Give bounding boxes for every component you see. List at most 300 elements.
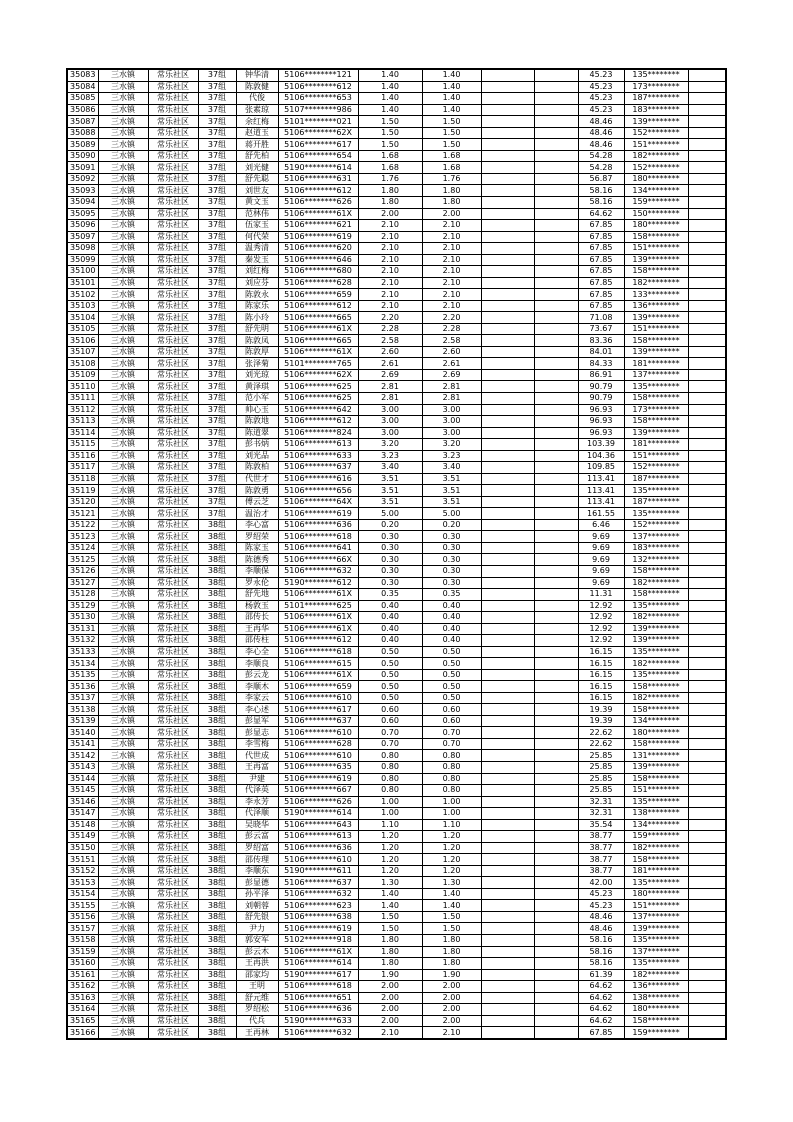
cell-amount-paid: 1.30 <box>422 877 481 889</box>
cell-town: 三水镇 <box>98 865 148 877</box>
cell-town: 三水镇 <box>98 139 148 151</box>
cell-group: 38组 <box>198 715 236 727</box>
cell-town: 三水镇 <box>98 508 148 520</box>
cell-community: 常乐社区 <box>148 254 198 266</box>
cell-amount-due: 0.40 <box>358 612 422 624</box>
cell-blank-c <box>688 715 726 727</box>
cell-blank-c <box>688 93 726 105</box>
cell-amount-paid: 2.10 <box>422 231 481 243</box>
cell-community: 常乐社区 <box>148 704 198 716</box>
cell-seq-no: 35135 <box>67 669 98 681</box>
cell-blank-c <box>688 220 726 232</box>
cell-id-number: 5106********612 <box>278 185 358 197</box>
cell-amount-total: 25.85 <box>578 773 624 785</box>
table-row <box>67 439 726 451</box>
table-row <box>67 692 726 704</box>
cell-blank-b <box>534 404 578 416</box>
cell-amount-paid: 2.00 <box>422 981 481 993</box>
cell-community: 常乐社区 <box>148 150 198 162</box>
cell-blank-b <box>534 612 578 624</box>
cell-group: 38组 <box>198 704 236 716</box>
cell-amount-total: 83.36 <box>578 335 624 347</box>
cell-seq-no: 35105 <box>67 323 98 335</box>
cell-blank-a <box>481 381 534 393</box>
cell-seq-no: 35103 <box>67 300 98 312</box>
cell-amount-paid: 0.40 <box>422 635 481 647</box>
cell-blank-b <box>534 473 578 485</box>
cell-seq-no: 35156 <box>67 911 98 923</box>
cell-town: 三水镇 <box>98 946 148 958</box>
cell-amount-total: 9.69 <box>578 577 624 589</box>
cell-amount-paid: 0.80 <box>422 785 481 797</box>
cell-amount-paid: 0.20 <box>422 519 481 531</box>
cell-blank-a <box>481 462 534 474</box>
cell-id-number: 5106********617 <box>278 704 358 716</box>
cell-blank-a <box>481 208 534 220</box>
cell-town: 三水镇 <box>98 116 148 128</box>
cell-blank-a <box>481 473 534 485</box>
cell-group: 37组 <box>198 127 236 139</box>
cell-blank-b <box>534 162 578 174</box>
cell-blank-c <box>688 266 726 278</box>
cell-town: 三水镇 <box>98 681 148 693</box>
cell-town: 三水镇 <box>98 577 148 589</box>
cell-blank-c <box>688 439 726 451</box>
cell-name: 范小军 <box>236 393 278 405</box>
cell-seq-no: 35100 <box>67 266 98 278</box>
cell-blank-c <box>688 796 726 808</box>
cell-name: 蒋开胜 <box>236 139 278 151</box>
cell-amount-due: 2.10 <box>358 220 422 232</box>
cell-blank-a <box>481 715 534 727</box>
table-row <box>67 462 726 474</box>
cell-name: 刘光品 <box>236 450 278 462</box>
cell-phone: 151******** <box>624 785 688 797</box>
cell-id-number: 5106********637 <box>278 715 358 727</box>
cell-amount-due: 1.80 <box>358 934 422 946</box>
cell-amount-total: 73.67 <box>578 323 624 335</box>
cell-community: 常乐社区 <box>148 450 198 462</box>
cell-blank-b <box>534 600 578 612</box>
cell-id-number: 5106********614 <box>278 958 358 970</box>
cell-phone: 158******** <box>624 681 688 693</box>
cell-phone: 151******** <box>624 450 688 462</box>
cell-id-number: 5106********613 <box>278 439 358 451</box>
cell-amount-paid: 1.40 <box>422 900 481 912</box>
table-row <box>67 658 726 670</box>
cell-amount-total: 12.92 <box>578 623 624 635</box>
cell-amount-due: 0.50 <box>358 646 422 658</box>
cell-name: 陈敦永 <box>236 289 278 301</box>
cell-id-number: 5106********623 <box>278 900 358 912</box>
table-row <box>67 750 726 762</box>
cell-amount-paid: 1.40 <box>422 93 481 105</box>
cell-town: 三水镇 <box>98 369 148 381</box>
cell-town: 三水镇 <box>98 358 148 370</box>
cell-phone: 139******** <box>624 623 688 635</box>
cell-seq-no: 35120 <box>67 496 98 508</box>
cell-amount-paid: 1.50 <box>422 116 481 128</box>
cell-amount-due: 1.20 <box>358 854 422 866</box>
cell-id-number: 5106********637 <box>278 877 358 889</box>
cell-amount-due: 0.30 <box>358 531 422 543</box>
cell-seq-no: 35118 <box>67 473 98 485</box>
cell-amount-paid: 2.10 <box>422 289 481 301</box>
cell-name: 刘世友 <box>236 185 278 197</box>
cell-group: 38组 <box>198 1015 236 1027</box>
cell-blank-a <box>481 69 534 81</box>
cell-blank-c <box>688 208 726 220</box>
cell-id-number: 5190********614 <box>278 162 358 174</box>
cell-amount-due: 0.80 <box>358 773 422 785</box>
cell-amount-paid: 3.51 <box>422 485 481 497</box>
cell-amount-due: 0.70 <box>358 738 422 750</box>
table-row <box>67 173 726 185</box>
cell-name: 郭安军 <box>236 934 278 946</box>
cell-blank-b <box>534 531 578 543</box>
cell-seq-no: 35086 <box>67 104 98 116</box>
cell-blank-c <box>688 635 726 647</box>
cell-blank-b <box>534 231 578 243</box>
cell-amount-due: 3.00 <box>358 416 422 428</box>
cell-blank-b <box>534 715 578 727</box>
cell-amount-paid: 1.20 <box>422 854 481 866</box>
cell-seq-no: 35089 <box>67 139 98 151</box>
cell-community: 常乐社区 <box>148 1004 198 1016</box>
cell-seq-no: 35147 <box>67 808 98 820</box>
cell-blank-b <box>534 646 578 658</box>
cell-blank-c <box>688 485 726 497</box>
cell-blank-b <box>534 254 578 266</box>
cell-id-number: 5106********628 <box>278 277 358 289</box>
cell-community: 常乐社区 <box>148 93 198 105</box>
cell-id-number: 5106********615 <box>278 658 358 670</box>
cell-amount-due: 2.10 <box>358 243 422 255</box>
cell-blank-a <box>481 150 534 162</box>
cell-group: 37组 <box>198 69 236 81</box>
table-row <box>67 727 726 739</box>
cell-name: 李心全 <box>236 646 278 658</box>
table-row <box>67 900 726 912</box>
table-row <box>67 635 726 647</box>
cell-town: 三水镇 <box>98 658 148 670</box>
cell-blank-a <box>481 877 534 889</box>
cell-group: 38组 <box>198 981 236 993</box>
cell-blank-c <box>688 116 726 128</box>
cell-seq-no: 35114 <box>67 427 98 439</box>
cell-amount-paid: 1.68 <box>422 162 481 174</box>
cell-group: 37组 <box>198 289 236 301</box>
cell-town: 三水镇 <box>98 127 148 139</box>
cell-seq-no: 35091 <box>67 162 98 174</box>
cell-blank-c <box>688 888 726 900</box>
cell-group: 38组 <box>198 542 236 554</box>
cell-amount-paid: 1.50 <box>422 923 481 935</box>
cell-id-number: 5106********632 <box>278 888 358 900</box>
cell-community: 常乐社区 <box>148 600 198 612</box>
table-row <box>67 266 726 278</box>
cell-town: 三水镇 <box>98 81 148 93</box>
cell-group: 38组 <box>198 589 236 601</box>
cell-seq-no: 35085 <box>67 93 98 105</box>
cell-seq-no: 35131 <box>67 623 98 635</box>
cell-name: 代兵 <box>236 1015 278 1027</box>
cell-group: 37组 <box>198 450 236 462</box>
cell-amount-total: 45.23 <box>578 81 624 93</box>
cell-amount-due: 1.40 <box>358 81 422 93</box>
cell-name: 李顺保 <box>236 565 278 577</box>
cell-id-number: 5106********824 <box>278 427 358 439</box>
cell-town: 三水镇 <box>98 416 148 428</box>
cell-phone: 135******** <box>624 381 688 393</box>
cell-seq-no: 35122 <box>67 519 98 531</box>
cell-amount-total: 9.69 <box>578 542 624 554</box>
cell-id-number: 5106********643 <box>278 819 358 831</box>
cell-name: 舒先明 <box>236 323 278 335</box>
table-row <box>67 831 726 843</box>
cell-seq-no: 35143 <box>67 762 98 774</box>
cell-name: 代世成 <box>236 750 278 762</box>
cell-town: 三水镇 <box>98 877 148 889</box>
cell-blank-a <box>481 289 534 301</box>
cell-amount-paid: 2.10 <box>422 277 481 289</box>
cell-blank-c <box>688 231 726 243</box>
cell-name: 陈小玲 <box>236 312 278 324</box>
cell-amount-paid: 2.20 <box>422 312 481 324</box>
cell-community: 常乐社区 <box>148 542 198 554</box>
cell-blank-b <box>534 208 578 220</box>
cell-blank-b <box>534 427 578 439</box>
cell-amount-due: 1.68 <box>358 150 422 162</box>
cell-community: 常乐社区 <box>148 485 198 497</box>
cell-blank-a <box>481 658 534 670</box>
cell-blank-a <box>481 612 534 624</box>
cell-group: 37组 <box>198 93 236 105</box>
cell-phone: 151******** <box>624 243 688 255</box>
cell-blank-b <box>534 335 578 347</box>
cell-town: 三水镇 <box>98 854 148 866</box>
cell-town: 三水镇 <box>98 785 148 797</box>
table-row <box>67 589 726 601</box>
cell-blank-c <box>688 127 726 139</box>
cell-name: 罗绍松 <box>236 1004 278 1016</box>
cell-amount-total: 48.46 <box>578 139 624 151</box>
cell-town: 三水镇 <box>98 1027 148 1039</box>
cell-group: 37组 <box>198 508 236 520</box>
cell-id-number: 5190********611 <box>278 865 358 877</box>
cell-amount-total: 61.39 <box>578 969 624 981</box>
cell-amount-due: 2.81 <box>358 381 422 393</box>
cell-amount-due: 2.10 <box>358 289 422 301</box>
cell-name: 吴晓华 <box>236 819 278 831</box>
cell-amount-paid: 2.81 <box>422 393 481 405</box>
cell-id-number: 5106********625 <box>278 381 358 393</box>
cell-town: 三水镇 <box>98 934 148 946</box>
cell-name: 邵传长 <box>236 612 278 624</box>
cell-community: 常乐社区 <box>148 669 198 681</box>
cell-blank-c <box>688 277 726 289</box>
cell-amount-total: 58.16 <box>578 946 624 958</box>
cell-community: 常乐社区 <box>148 300 198 312</box>
cell-phone: 158******** <box>624 738 688 750</box>
cell-id-number: 5190********633 <box>278 1015 358 1027</box>
cell-town: 三水镇 <box>98 554 148 566</box>
cell-blank-b <box>534 496 578 508</box>
cell-amount-due: 0.30 <box>358 542 422 554</box>
cell-name: 陈敦柏 <box>236 462 278 474</box>
table-row <box>67 508 726 520</box>
cell-amount-due: 3.40 <box>358 462 422 474</box>
cell-seq-no: 35087 <box>67 116 98 128</box>
cell-community: 常乐社区 <box>148 220 198 232</box>
cell-blank-a <box>481 854 534 866</box>
cell-amount-due: 1.20 <box>358 842 422 854</box>
cell-amount-total: 45.23 <box>578 69 624 81</box>
cell-amount-paid: 1.40 <box>422 888 481 900</box>
cell-name: 刘朝蓉 <box>236 900 278 912</box>
cell-amount-total: 48.46 <box>578 116 624 128</box>
cell-seq-no: 35134 <box>67 658 98 670</box>
cell-blank-a <box>481 496 534 508</box>
cell-blank-b <box>534 808 578 820</box>
cell-amount-total: 6.46 <box>578 519 624 531</box>
cell-blank-a <box>481 358 534 370</box>
cell-name: 刘红梅 <box>236 266 278 278</box>
cell-id-number: 5101********021 <box>278 116 358 128</box>
cell-town: 三水镇 <box>98 289 148 301</box>
cell-amount-total: 96.93 <box>578 427 624 439</box>
cell-name: 李顺良 <box>236 658 278 670</box>
cell-amount-due: 0.40 <box>358 600 422 612</box>
cell-amount-total: 48.46 <box>578 127 624 139</box>
cell-amount-due: 2.60 <box>358 346 422 358</box>
cell-amount-total: 16.15 <box>578 669 624 681</box>
cell-name: 张素琼 <box>236 104 278 116</box>
cell-community: 常乐社区 <box>148 439 198 451</box>
cell-town: 三水镇 <box>98 542 148 554</box>
cell-amount-total: 67.85 <box>578 243 624 255</box>
table-row <box>67 808 726 820</box>
cell-blank-a <box>481 577 534 589</box>
cell-amount-total: 84.01 <box>578 346 624 358</box>
cell-town: 三水镇 <box>98 312 148 324</box>
cell-community: 常乐社区 <box>148 381 198 393</box>
cell-community: 常乐社区 <box>148 842 198 854</box>
cell-id-number: 5106********654 <box>278 150 358 162</box>
cell-amount-total: 86.91 <box>578 369 624 381</box>
cell-phone: 158******** <box>624 266 688 278</box>
cell-name: 尹力 <box>236 923 278 935</box>
cell-id-number: 5106********61X <box>278 623 358 635</box>
cell-amount-due: 0.50 <box>358 658 422 670</box>
cell-amount-paid: 1.00 <box>422 796 481 808</box>
cell-id-number: 5106********66X <box>278 554 358 566</box>
cell-blank-b <box>534 762 578 774</box>
cell-blank-c <box>688 150 726 162</box>
cell-amount-total: 90.79 <box>578 381 624 393</box>
cell-amount-total: 103.39 <box>578 439 624 451</box>
cell-amount-paid: 3.51 <box>422 496 481 508</box>
cell-phone: 158******** <box>624 704 688 716</box>
cell-blank-c <box>688 254 726 266</box>
cell-group: 38组 <box>198 1027 236 1039</box>
cell-community: 常乐社区 <box>148 877 198 889</box>
cell-name: 陈敦凤 <box>236 335 278 347</box>
cell-community: 常乐社区 <box>148 173 198 185</box>
cell-phone: 187******** <box>624 496 688 508</box>
cell-amount-due: 3.20 <box>358 439 422 451</box>
cell-name: 赵道玉 <box>236 127 278 139</box>
cell-name: 舒先柏 <box>236 150 278 162</box>
cell-community: 常乐社区 <box>148 346 198 358</box>
cell-name: 王再富 <box>236 762 278 774</box>
cell-town: 三水镇 <box>98 173 148 185</box>
cell-seq-no: 35146 <box>67 796 98 808</box>
cell-town: 三水镇 <box>98 427 148 439</box>
cell-id-number: 5106********61X <box>278 323 358 335</box>
table-row <box>67 704 726 716</box>
cell-town: 三水镇 <box>98 104 148 116</box>
cell-amount-total: 67.85 <box>578 254 624 266</box>
cell-town: 三水镇 <box>98 150 148 162</box>
cell-blank-c <box>688 612 726 624</box>
cell-amount-total: 67.85 <box>578 266 624 278</box>
cell-group: 37组 <box>198 358 236 370</box>
cell-id-number: 5106********612 <box>278 416 358 428</box>
cell-name: 陈敦健 <box>236 81 278 93</box>
cell-amount-due: 1.40 <box>358 104 422 116</box>
cell-town: 三水镇 <box>98 911 148 923</box>
cell-name: 孙平泽 <box>236 888 278 900</box>
cell-community: 常乐社区 <box>148 416 198 428</box>
cell-blank-a <box>481 393 534 405</box>
cell-blank-b <box>534 312 578 324</box>
cell-group: 37组 <box>198 185 236 197</box>
cell-amount-total: 113.41 <box>578 496 624 508</box>
table-row <box>67 519 726 531</box>
cell-amount-due: 1.00 <box>358 808 422 820</box>
cell-name: 余红梅 <box>236 116 278 128</box>
cell-group: 37组 <box>198 473 236 485</box>
cell-town: 三水镇 <box>98 646 148 658</box>
table-row <box>67 323 726 335</box>
cell-id-number: 5106********613 <box>278 831 358 843</box>
cell-phone: 158******** <box>624 231 688 243</box>
cell-amount-paid: 2.28 <box>422 323 481 335</box>
cell-community: 常乐社区 <box>148 646 198 658</box>
cell-town: 三水镇 <box>98 473 148 485</box>
cell-blank-b <box>534 704 578 716</box>
table-row <box>67 381 726 393</box>
cell-amount-due: 2.00 <box>358 1004 422 1016</box>
cell-name: 陈敦厚 <box>236 346 278 358</box>
table-row <box>67 934 726 946</box>
cell-blank-c <box>688 658 726 670</box>
cell-phone: 159******** <box>624 196 688 208</box>
cell-town: 三水镇 <box>98 727 148 739</box>
cell-group: 38组 <box>198 934 236 946</box>
cell-seq-no: 35125 <box>67 554 98 566</box>
cell-blank-c <box>688 646 726 658</box>
cell-amount-due: 1.40 <box>358 93 422 105</box>
cell-community: 常乐社区 <box>148 81 198 93</box>
cell-group: 37组 <box>198 277 236 289</box>
table-row <box>67 612 726 624</box>
cell-group: 37组 <box>198 162 236 174</box>
cell-blank-c <box>688 554 726 566</box>
cell-blank-a <box>481 243 534 255</box>
cell-amount-total: 32.31 <box>578 808 624 820</box>
